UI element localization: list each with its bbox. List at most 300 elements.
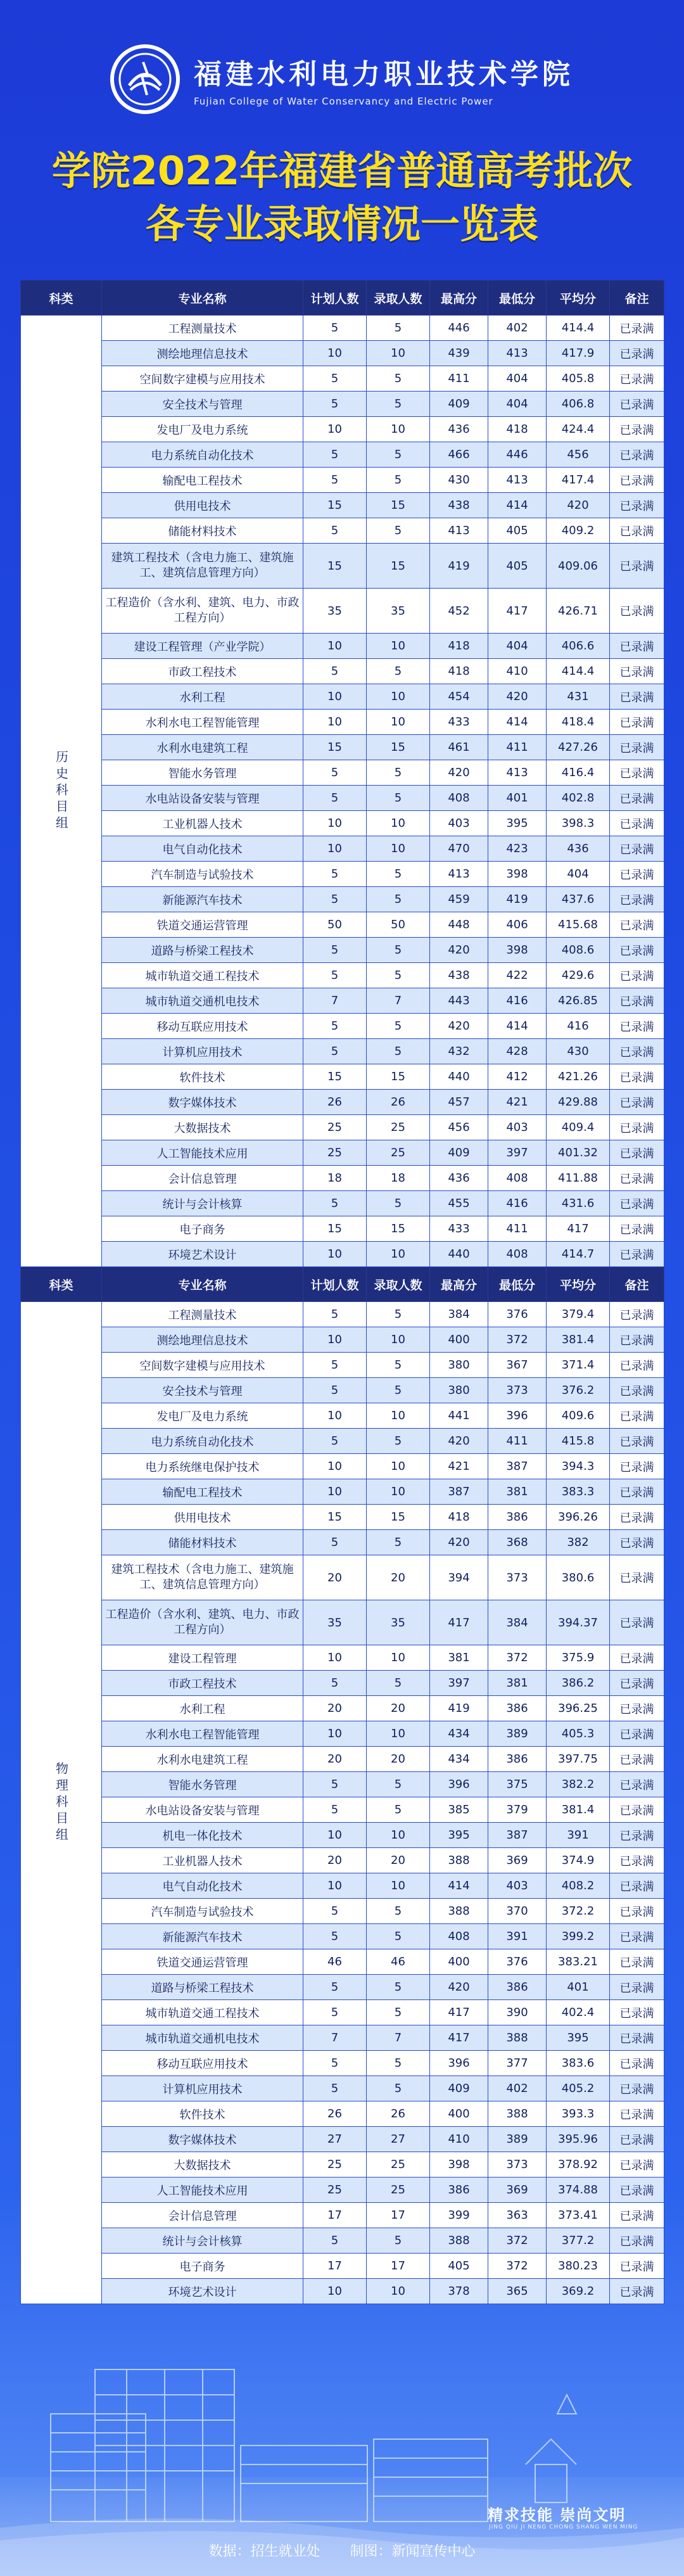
col-note-cell: 已录满 — [610, 589, 664, 634]
col-note-cell: 已录满 — [610, 1216, 664, 1242]
col-note-cell: 已录满 — [610, 1530, 664, 1555]
col-avg-cell: 426.85 — [547, 988, 610, 1014]
col-major-cell: 汽车制造与试验技术 — [102, 862, 303, 887]
col-admitted-cell: 5 — [367, 316, 430, 341]
col-note-cell: 已录满 — [610, 1555, 664, 1600]
col-major-cell: 电子商务 — [102, 1216, 303, 1242]
col-max-cell: 397 — [430, 1671, 488, 1696]
col-admitted-cell: 5 — [367, 963, 430, 988]
col-major-cell: 储能材料技术 — [102, 518, 303, 544]
col-avg-cell: 402.4 — [547, 2000, 610, 2025]
col-note-cell: 已录满 — [610, 963, 664, 988]
col-avg-cell: 377.2 — [547, 2228, 610, 2254]
col-plan-cell: 20 — [303, 1848, 367, 1873]
col-min-cell: 401 — [488, 786, 547, 811]
admission-table — [20, 280, 664, 2304]
col-admitted-cell: 7 — [367, 988, 430, 1014]
col-plan-cell: 25 — [303, 1115, 367, 1140]
footer-illustration — [0, 2319, 684, 2576]
col-admitted-cell: 5 — [367, 1429, 430, 1454]
table-row — [21, 1747, 664, 1772]
col-max-cell: 434 — [430, 1721, 488, 1747]
col-note-cell: 已录满 — [610, 1166, 664, 1191]
col-avg-cell: 391 — [547, 1823, 610, 1848]
col-note-cell: 已录满 — [610, 1772, 664, 1797]
col-plan-cell: 7 — [303, 988, 367, 1014]
col-admitted-cell: 10 — [367, 1454, 430, 1479]
col-max-cell: 420 — [430, 1975, 488, 2000]
table-row — [21, 544, 664, 589]
col-admitted-cell: 10 — [367, 341, 430, 366]
school-name-en: Fujian College of Water Conservancy and Electric Power — [194, 96, 493, 107]
col-avg-cell: 374.9 — [547, 1848, 610, 1873]
table-row — [21, 2177, 664, 2203]
col-avg-cell: 409.6 — [547, 1403, 610, 1429]
table-row — [21, 1671, 664, 1696]
col-plan-cell: 10 — [303, 2279, 367, 2304]
table-row — [21, 1848, 664, 1873]
col-max-cell: 452 — [430, 589, 488, 634]
col-avg-cell: 405.3 — [547, 1721, 610, 1747]
col-min-cell: 389 — [488, 2127, 547, 2152]
col-avg-cell: 375.9 — [547, 1645, 610, 1671]
table-row — [21, 392, 664, 417]
col-note-cell: 已录满 — [610, 1645, 664, 1671]
admission-table-body — [21, 281, 664, 2304]
col-note-cell: 已录满 — [610, 1747, 664, 1772]
col-major-cell: 计算机应用技术 — [102, 1039, 303, 1064]
table-row — [21, 735, 664, 760]
col-note-cell: 已录满 — [610, 938, 664, 963]
col-major-cell: 新能源汽车技术 — [102, 887, 303, 912]
col-min-cell: 403 — [488, 1873, 547, 1899]
col-admitted-cell: 25 — [367, 1115, 430, 1140]
col-min-cell: 376 — [488, 1949, 547, 1975]
col-min-cell: 408 — [488, 1166, 547, 1191]
campus-skyline-icon — [0, 2319, 684, 2576]
col-plan-cell: 20 — [303, 1747, 367, 1772]
col-min-cell: 381 — [488, 1671, 547, 1696]
col-max-cell: 387 — [430, 1479, 488, 1505]
col-admitted-cell: 5 — [367, 1302, 430, 1327]
col-avg-cell: 429.6 — [547, 963, 610, 988]
table-header-row — [21, 281, 664, 316]
col-max-cell: 386 — [430, 2177, 488, 2203]
col-max-cell: 434 — [430, 1747, 488, 1772]
col-avg-cell: 401 — [547, 1975, 610, 2000]
col-admitted-cell: 5 — [367, 938, 430, 963]
col-min-cell: 379 — [488, 1797, 547, 1823]
col-admitted-cell: 15 — [367, 493, 430, 518]
col-major-cell: 工程造价（含水利、建筑、电力、市政工程方向） — [102, 589, 303, 634]
col-plan-cell: 5 — [303, 316, 367, 341]
col-major-cell: 水利水电工程智能管理 — [102, 1721, 303, 1747]
col-max-cell: 411 — [430, 366, 488, 392]
col-note-cell: 已录满 — [610, 684, 664, 710]
col-min-cell: 377 — [488, 2051, 547, 2076]
col-avg-cell: 378.92 — [547, 2152, 610, 2177]
col-max-cell: 381 — [430, 1645, 488, 1671]
table-row — [21, 634, 664, 659]
col-min-cell: 386 — [488, 1747, 547, 1772]
col-note-cell: 已录满 — [610, 1378, 664, 1403]
col-min-cell: 390 — [488, 2000, 547, 2025]
col-major-header: 专业名称 — [102, 1267, 303, 1302]
col-note-cell: 已录满 — [610, 518, 664, 544]
col-plan-cell: 7 — [303, 2025, 367, 2051]
table-row — [21, 1014, 664, 1039]
col-plan-cell: 5 — [303, 1975, 367, 2000]
table-row — [21, 2025, 664, 2051]
col-admitted-cell: 27 — [367, 2127, 430, 2152]
col-plan-cell: 5 — [303, 760, 367, 786]
col-note-cell: 已录满 — [610, 2254, 664, 2279]
col-max-cell: 419 — [430, 1696, 488, 1721]
table-row — [21, 442, 664, 468]
col-admitted-cell: 5 — [367, 2051, 430, 2076]
col-plan-cell: 10 — [303, 1645, 367, 1671]
col-plan-cell: 5 — [303, 1671, 367, 1696]
col-major-cell: 大数据技术 — [102, 2152, 303, 2177]
col-major-cell: 输配电工程技术 — [102, 1479, 303, 1505]
col-plan-cell: 5 — [303, 2228, 367, 2254]
col-min-cell: 369 — [488, 1848, 547, 1873]
col-plan-cell: 5 — [303, 938, 367, 963]
col-admitted-cell: 5 — [367, 862, 430, 887]
table-row — [21, 1115, 664, 1140]
col-major-cell: 电子商务 — [102, 2254, 303, 2279]
col-min-cell: 446 — [488, 442, 547, 468]
col-admitted-cell: 5 — [367, 2228, 430, 2254]
table-row — [21, 316, 664, 341]
col-plan-cell: 10 — [303, 1454, 367, 1479]
col-note-cell: 已录满 — [610, 544, 664, 589]
table-row — [21, 417, 664, 442]
col-avg-cell: 436 — [547, 836, 610, 862]
col-min-cell: 406 — [488, 912, 547, 938]
col-max-cell: 457 — [430, 1090, 488, 1115]
col-avg-cell: 374.88 — [547, 2177, 610, 2203]
col-admitted-cell: 5 — [367, 1530, 430, 1555]
table-row — [21, 366, 664, 392]
table-row — [21, 887, 664, 912]
col-plan-header: 计划人数 — [303, 1267, 367, 1302]
col-admitted-cell: 18 — [367, 1166, 430, 1191]
col-note-cell: 已录满 — [610, 1600, 664, 1645]
col-note-cell: 已录满 — [610, 887, 664, 912]
col-plan-cell: 10 — [303, 341, 367, 366]
col-plan-cell: 10 — [303, 1242, 367, 1267]
col-min-cell: 375 — [488, 1772, 547, 1797]
table-header-row — [21, 1267, 664, 1302]
school-slogan-en: JING QIU JI NENG CHONG SHANG WEN MING — [489, 2524, 638, 2530]
col-max-cell: 417 — [430, 1600, 488, 1645]
col-admitted-cell: 10 — [367, 1873, 430, 1899]
page-title — [0, 144, 684, 251]
production-credit: 制图：新闻宣传中心 — [350, 2544, 476, 2560]
col-min-cell: 365 — [488, 2279, 547, 2304]
credits — [0, 2541, 684, 2560]
col-min-cell: 363 — [488, 2203, 547, 2228]
col-max-cell: 400 — [430, 2101, 488, 2127]
page-title-line1: 学院2022年福建省普通高考批次 — [51, 148, 633, 194]
col-min-cell: 420 — [488, 684, 547, 710]
table-row — [21, 2279, 664, 2304]
col-major-cell: 大数据技术 — [102, 1115, 303, 1140]
table-row — [21, 2152, 664, 2177]
col-plan-header: 计划人数 — [303, 281, 367, 316]
col-major-cell: 数字媒体技术 — [102, 1090, 303, 1115]
subject-group-cell — [21, 316, 102, 1267]
col-admitted-cell: 10 — [367, 836, 430, 862]
col-max-cell: 440 — [430, 1064, 488, 1090]
col-min-cell: 410 — [488, 659, 547, 684]
col-admitted-cell: 26 — [367, 1090, 430, 1115]
col-plan-cell: 10 — [303, 1721, 367, 1747]
col-min-cell: 416 — [488, 988, 547, 1014]
col-major-cell: 铁道交通运营管理 — [102, 1949, 303, 1975]
col-note-cell: 已录满 — [610, 1429, 664, 1454]
col-min-cell: 395 — [488, 811, 547, 836]
col-major-cell: 环境艺术设计 — [102, 2279, 303, 2304]
col-avg-cell: 405.2 — [547, 2076, 610, 2101]
col-max-cell: 432 — [430, 1039, 488, 1064]
table-row — [21, 811, 664, 836]
subject-group-label: 历史科目组 — [53, 749, 69, 832]
col-plan-cell: 5 — [303, 1378, 367, 1403]
table-row — [21, 1403, 664, 1429]
col-plan-cell: 10 — [303, 710, 367, 735]
col-plan-cell: 20 — [303, 1555, 367, 1600]
col-admitted-cell: 5 — [367, 468, 430, 493]
table-row — [21, 1454, 664, 1479]
col-max-cell: 378 — [430, 2279, 488, 2304]
col-max-cell: 466 — [430, 442, 488, 468]
col-admitted-cell: 5 — [367, 1772, 430, 1797]
col-note-cell: 已录满 — [610, 786, 664, 811]
col-avg-cell: 431 — [547, 684, 610, 710]
col-admitted-cell: 5 — [367, 887, 430, 912]
col-min-cell: 381 — [488, 1479, 547, 1505]
col-min-cell: 372 — [488, 2228, 547, 2254]
col-admitted-cell: 5 — [367, 1353, 430, 1378]
col-major-cell: 软件技术 — [102, 2101, 303, 2127]
col-major-cell: 电力系统继电保护技术 — [102, 1454, 303, 1479]
col-note-cell: 已录满 — [610, 988, 664, 1014]
col-admitted-cell: 5 — [367, 1671, 430, 1696]
col-max-cell: 443 — [430, 988, 488, 1014]
col-admitted-cell: 5 — [367, 1899, 430, 1924]
col-avg-cell: 437.6 — [547, 887, 610, 912]
col-note-cell: 已录满 — [610, 1696, 664, 1721]
col-major-cell: 移动互联应用技术 — [102, 1014, 303, 1039]
col-min-cell: 373 — [488, 1378, 547, 1403]
col-avg-cell: 415.8 — [547, 1429, 610, 1454]
col-admitted-header: 录取人数 — [367, 281, 430, 316]
col-major-cell: 统计与会计核算 — [102, 2228, 303, 2254]
col-major-cell: 智能水务管理 — [102, 1772, 303, 1797]
col-plan-cell: 17 — [303, 2203, 367, 2228]
col-avg-cell: 409.06 — [547, 544, 610, 589]
table-row — [21, 1645, 664, 1671]
col-min-cell: 367 — [488, 1353, 547, 1378]
table-row — [21, 1530, 664, 1555]
col-note-cell: 已录满 — [610, 1140, 664, 1166]
col-avg-cell: 456 — [547, 442, 610, 468]
col-major-cell: 城市轨道交通机电技术 — [102, 988, 303, 1014]
col-major-cell: 电气自动化技术 — [102, 1873, 303, 1899]
table-row — [21, 1242, 664, 1267]
subject-group-label: 物理科目组 — [53, 1761, 69, 1844]
col-max-cell: 420 — [430, 1429, 488, 1454]
col-max-cell: 421 — [430, 1454, 488, 1479]
col-major-cell: 水利水电建筑工程 — [102, 1747, 303, 1772]
col-note-cell: 已录满 — [610, 2127, 664, 2152]
col-avg-cell: 421.26 — [547, 1064, 610, 1090]
col-avg-cell: 397.75 — [547, 1747, 610, 1772]
col-major-cell: 建筑工程技术（含电力施工、建筑施工、建筑信息管理方向） — [102, 544, 303, 589]
col-admitted-cell: 5 — [367, 1924, 430, 1949]
col-admitted-cell: 50 — [367, 912, 430, 938]
col-max-cell: 409 — [430, 392, 488, 417]
table-row — [21, 710, 664, 735]
col-avg-cell: 418.4 — [547, 710, 610, 735]
table-row — [21, 1975, 664, 2000]
col-min-cell: 398 — [488, 938, 547, 963]
col-note-cell: 已录满 — [610, 366, 664, 392]
col-plan-cell: 5 — [303, 366, 367, 392]
col-note-cell: 已录满 — [610, 2152, 664, 2177]
col-max-cell: 414 — [430, 1873, 488, 1899]
table-row — [21, 1600, 664, 1645]
col-plan-cell: 27 — [303, 2127, 367, 2152]
col-admitted-cell: 10 — [367, 1242, 430, 1267]
table-row — [21, 1429, 664, 1454]
col-max-cell: 380 — [430, 1378, 488, 1403]
col-note-cell: 已录满 — [610, 2177, 664, 2203]
table-row — [21, 912, 664, 938]
table-row — [21, 1216, 664, 1242]
col-plan-cell: 5 — [303, 1014, 367, 1039]
col-note-cell: 已录满 — [610, 1115, 664, 1140]
col-min-cell: 404 — [488, 634, 547, 659]
col-major-header: 专业名称 — [102, 281, 303, 316]
col-plan-cell: 15 — [303, 1505, 367, 1530]
col-note-cell: 已录满 — [610, 392, 664, 417]
col-note-cell: 已录满 — [610, 1975, 664, 2000]
col-min-cell: 398 — [488, 862, 547, 887]
col-min-cell: 368 — [488, 1530, 547, 1555]
col-note-cell: 已录满 — [610, 1353, 664, 1378]
col-min-cell: 428 — [488, 1039, 547, 1064]
col-min-cell: 422 — [488, 963, 547, 988]
col-avg-cell: 429.88 — [547, 1090, 610, 1115]
col-major-cell: 铁道交通运营管理 — [102, 912, 303, 938]
col-note-cell: 已录满 — [610, 1191, 664, 1216]
col-major-cell: 市政工程技术 — [102, 659, 303, 684]
table-row — [21, 1797, 664, 1823]
col-max-cell: 388 — [430, 2228, 488, 2254]
col-admitted-cell: 10 — [367, 1403, 430, 1429]
col-max-cell: 394 — [430, 1555, 488, 1600]
col-min-cell: 387 — [488, 1823, 547, 1848]
col-note-cell: 已录满 — [610, 442, 664, 468]
col-plan-cell: 5 — [303, 392, 367, 417]
col-plan-cell: 5 — [303, 1429, 367, 1454]
col-max-header: 最高分 — [430, 281, 488, 316]
col-admitted-cell: 5 — [367, 518, 430, 544]
col-major-cell: 软件技术 — [102, 1064, 303, 1090]
col-admitted-cell: 26 — [367, 2101, 430, 2127]
col-plan-cell: 5 — [303, 1797, 367, 1823]
col-plan-cell: 5 — [303, 2000, 367, 2025]
col-note-cell: 已录满 — [610, 811, 664, 836]
school-name-block — [194, 51, 574, 107]
col-min-cell: 376 — [488, 1302, 547, 1327]
col-max-cell: 456 — [430, 1115, 488, 1140]
col-max-cell: 433 — [430, 1216, 488, 1242]
col-admitted-cell: 15 — [367, 544, 430, 589]
table-row — [21, 1191, 664, 1216]
col-avg-cell: 427.26 — [547, 735, 610, 760]
col-major-cell: 新能源汽车技术 — [102, 1924, 303, 1949]
col-plan-cell: 25 — [303, 1140, 367, 1166]
col-note-cell: 已录满 — [610, 1823, 664, 1848]
col-max-cell: 385 — [430, 1797, 488, 1823]
col-min-cell: 418 — [488, 417, 547, 442]
col-plan-cell: 10 — [303, 1479, 367, 1505]
table-row — [21, 988, 664, 1014]
col-avg-cell: 417 — [547, 1216, 610, 1242]
col-min-cell: 370 — [488, 1899, 547, 1924]
col-max-cell: 396 — [430, 1772, 488, 1797]
col-avg-cell: 373.41 — [547, 2203, 610, 2228]
table-row — [21, 963, 664, 988]
col-major-cell: 人工智能技术应用 — [102, 2177, 303, 2203]
col-max-cell: 399 — [430, 2203, 488, 2228]
table-row — [21, 862, 664, 887]
col-subject-header: 科类 — [21, 281, 102, 316]
col-note-cell: 已录满 — [610, 634, 664, 659]
col-major-cell: 水电站设备安装与管理 — [102, 786, 303, 811]
col-major-cell: 会计信息管理 — [102, 2203, 303, 2228]
col-admitted-cell: 10 — [367, 634, 430, 659]
col-plan-cell: 5 — [303, 1772, 367, 1797]
col-major-cell: 空间数字建模与应用技术 — [102, 1353, 303, 1378]
col-plan-cell: 25 — [303, 2152, 367, 2177]
col-note-cell: 已录满 — [610, 2076, 664, 2101]
col-plan-cell: 10 — [303, 836, 367, 862]
col-min-cell: 405 — [488, 518, 547, 544]
col-note-header: 备注 — [610, 281, 664, 316]
table-row — [21, 1090, 664, 1115]
col-plan-cell: 5 — [303, 963, 367, 988]
col-plan-cell: 10 — [303, 684, 367, 710]
col-major-cell: 建设工程管理 — [102, 1645, 303, 1671]
col-note-cell: 已录满 — [610, 659, 664, 684]
col-avg-cell: 394.37 — [547, 1600, 610, 1645]
col-major-cell: 电力系统自动化技术 — [102, 442, 303, 468]
col-note-cell: 已录满 — [610, 1302, 664, 1327]
col-plan-cell: 5 — [303, 2076, 367, 2101]
table-row — [21, 1555, 664, 1600]
col-max-cell: 380 — [430, 1353, 488, 1378]
col-admitted-cell: 10 — [367, 811, 430, 836]
col-min-cell: 419 — [488, 887, 547, 912]
col-major-cell: 工业机器人技术 — [102, 811, 303, 836]
table-row — [21, 1505, 664, 1530]
table-row — [21, 2101, 664, 2127]
